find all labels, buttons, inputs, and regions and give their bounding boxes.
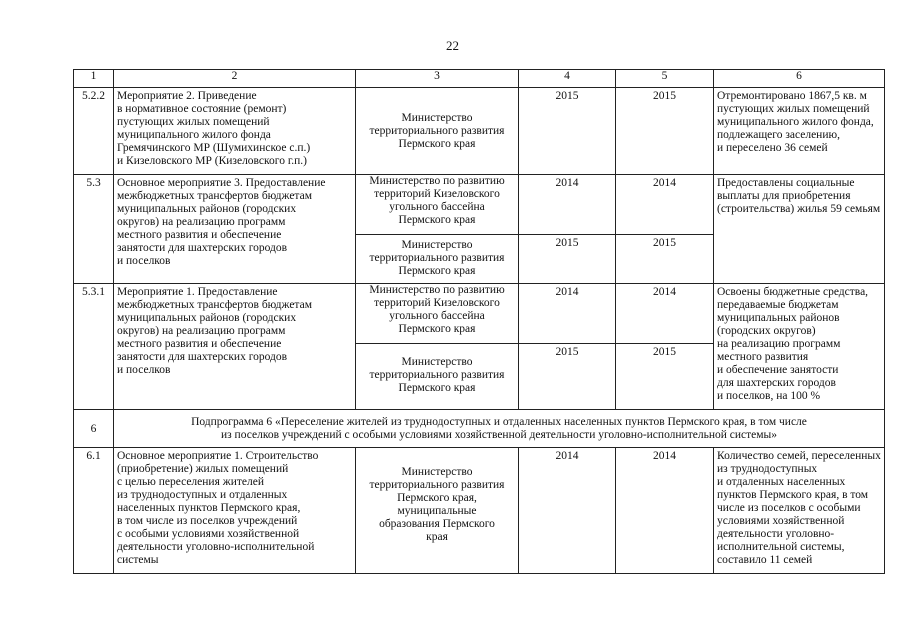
item-start-year: 2015 — [519, 344, 616, 410]
item-start-year: 2014 — [519, 175, 616, 235]
item-executor: Министерство территориального развития Пермского края — [356, 88, 519, 175]
item-end-year: 2015 — [616, 88, 714, 175]
item-description: Мероприятие 2. Приведение в нормативное состояние (ремонт) пустующих жилых помещений муниципального жилого фонда Гремячинского МР (Шумихинское с.п.) и Кизеловского МР (Кизеловского г.п.) — [114, 88, 356, 175]
item-end-year: 2014 — [616, 175, 714, 235]
item-number: 5.2.2 — [74, 88, 114, 175]
item-number: 6 — [74, 410, 114, 448]
page-number: 22 — [446, 38, 459, 53]
item-end-year: 2014 — [616, 284, 714, 344]
header-cell: 4 — [519, 70, 616, 88]
table-row — [74, 88, 885, 175]
item-end-year: 2015 — [616, 235, 714, 284]
item-result: Количество семей, переселенных из труднодоступных и отдаленных населенных пунктов Пермского края, в том числе из поселков с особыми условиями хозяйственной деятельности уголовно- исполнительной системы, составило 11 семей — [714, 448, 885, 574]
header-cell: 3 — [356, 70, 519, 88]
item-executor: Министерство по развитию территорий Кизеловского угольного бассейна Пермского края — [356, 175, 519, 235]
header-cell: 6 — [714, 70, 885, 88]
table-row — [74, 284, 885, 344]
item-description: Основное мероприятие 1. Строительство (приобретение) жилых помещений с целью переселения жителей из труднодоступных и отдаленных населенных пунктов Пермского края, в том числе из поселков учреждений с особыми условиями хозяйственной деятельности уголовно-исполнительной системы — [114, 448, 356, 574]
header-cell: 1 — [74, 70, 114, 88]
item-number: 5.3.1 — [74, 284, 114, 410]
item-description: Мероприятие 1. Предоставление межбюджетных трансфертов бюджетам муниципальных районов (городских округов) на реализацию программ местного развития и обеспечение занятости для шахтерских городов и поселков — [114, 284, 356, 410]
item-executor: Министерство территориального развития Пермского края, муниципальные образования Пермского края — [356, 448, 519, 574]
item-start-year: 2014 — [519, 448, 616, 574]
item-description: Основное мероприятие 3. Предоставление межбюджетных трансфертов бюджетам муниципальных районов (городских округов) на реализацию программ местного развития и обеспечение занятости для шахтерских городов и поселков — [114, 175, 356, 284]
item-number: 5.3 — [74, 175, 114, 284]
item-executor: Министерство территориального развития Пермского края — [356, 344, 519, 410]
table-row — [74, 175, 885, 235]
item-end-year: 2014 — [616, 448, 714, 574]
item-start-year: 2014 — [519, 284, 616, 344]
subprogram-row — [74, 410, 885, 448]
item-result: Предоставлены социальные выплаты для приобретения (строительства) жилья 59 семьям — [714, 175, 885, 284]
header-cell: 2 — [114, 70, 356, 88]
item-end-year: 2015 — [616, 344, 714, 410]
item-result: Освоены бюджетные средства, передаваемые бюджетам муниципальных районов (городских округов) на реализацию программ местного развития и обеспечение занятости для шахтерских городов и поселков, на 100 % — [714, 284, 885, 410]
item-executor: Министерство территориального развития Пермского края — [356, 235, 519, 284]
program-table — [73, 69, 885, 574]
item-executor: Министерство по развитию территорий Кизеловского угольного бассейна Пермского края — [356, 284, 519, 344]
item-start-year: 2015 — [519, 235, 616, 284]
table-row — [74, 448, 885, 574]
header-row — [74, 70, 885, 88]
item-result: Отремонтировано 1867,5 кв. м пустующих жилых помещений муниципального жилого фонда, подлежащего заселению, и переселено 36 семей — [714, 88, 885, 175]
item-number: 6.1 — [74, 448, 114, 574]
item-start-year: 2015 — [519, 88, 616, 175]
subprogram-title: Подпрограмма 6 «Переселение жителей из труднодоступных и отдаленных населенных пунктов Пермского края, в том числе из поселков учреждений с особыми условиями хозяйственной деятельности уголовно-исполнительной системы» — [114, 410, 885, 448]
header-cell: 5 — [616, 70, 714, 88]
